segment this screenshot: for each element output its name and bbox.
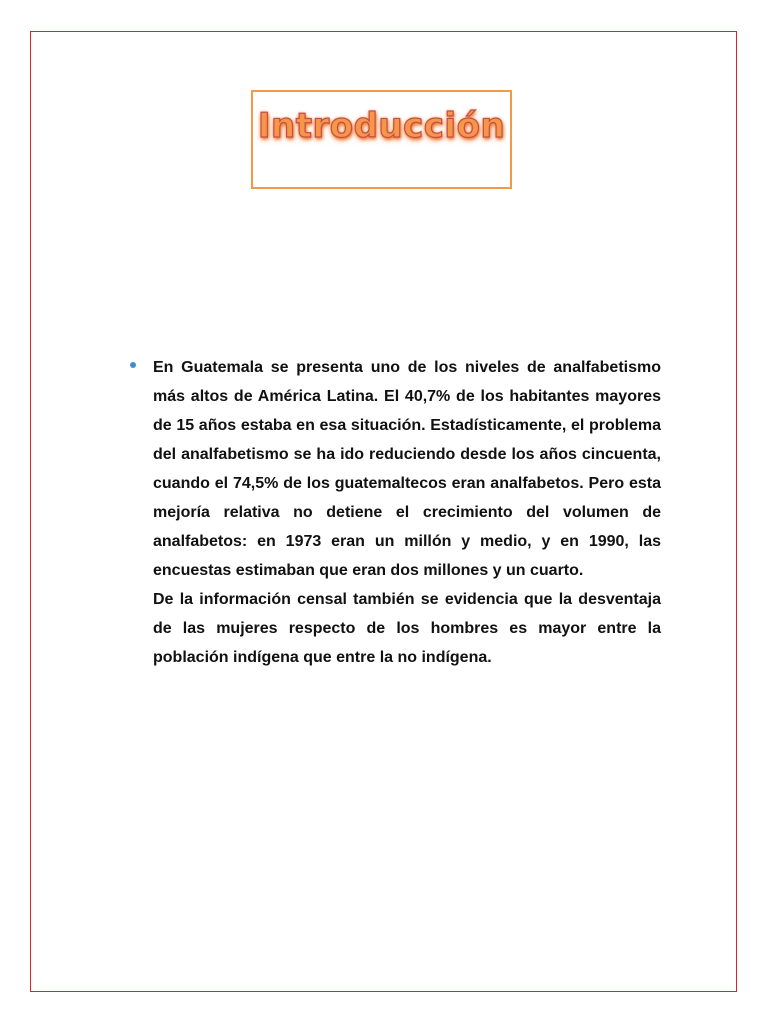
paragraph-census-gender-gap: De la información censal también se evidencia que la desventaja de las mujeres respecto de los hombres es mayor entre la población indígena que entre la no indígena.	[153, 591, 661, 666]
title-box	[251, 90, 512, 189]
page-title: Introducción	[257, 106, 506, 146]
bullet-item	[127, 353, 661, 672]
bullet-icon	[130, 362, 136, 368]
paragraph-literacy-statistics: En Guatemala se presenta uno de los niveles de analfabetismo más altos de América Latina. El 40,7% de los habitantes mayores de 15 años estaba en esa situación. Estadísticamente, el problema del analfabetismo se ha ido reduciendo desde los años cincuenta, cuando el 74,5% de los guatemaltecos eran analfabetos. Pero esta mejoría relativa no detiene el crecimiento del volumen de analfabetos: en 1973 eran un millón y medio, y en 1990, las encuestas estimaban que eran dos millones y un cuarto.	[153, 359, 661, 579]
body-content	[127, 353, 661, 672]
